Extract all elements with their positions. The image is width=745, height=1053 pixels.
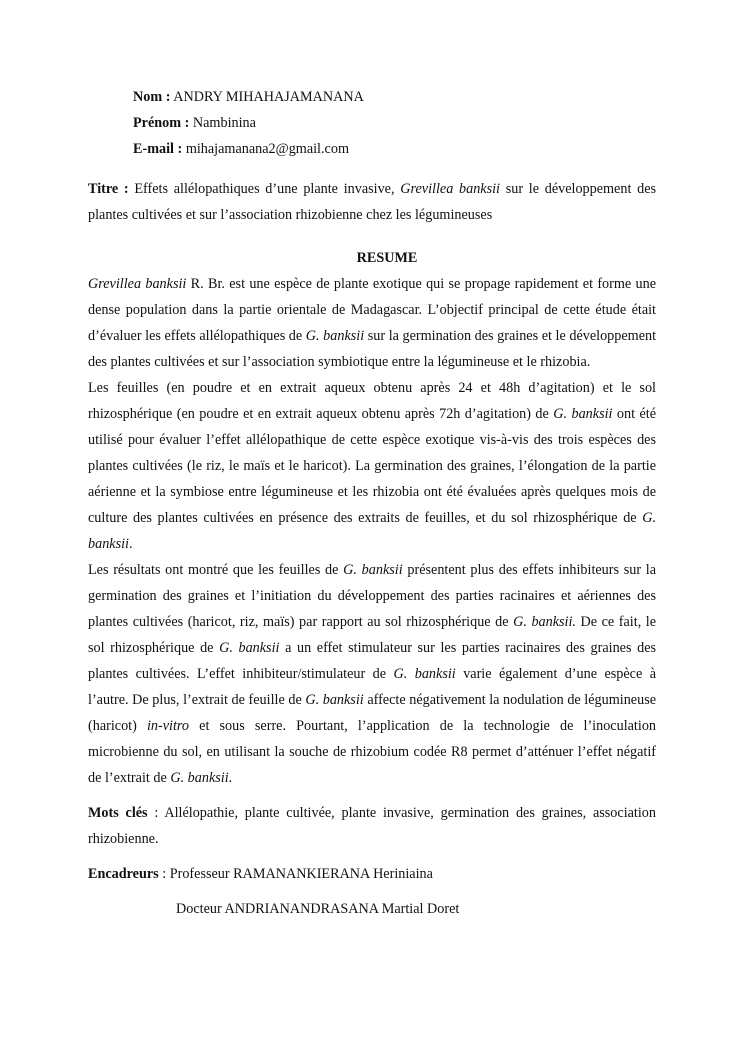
text-run: affecte négativement la nodulation de légumineuse (haricot) bbox=[88, 692, 657, 734]
document-page bbox=[88, 84, 656, 922]
text-run: a un effet stimulateur sur les parties racinaires des graines des plantes cultivées. L’effet inhibiteur/stimulateur de bbox=[88, 640, 657, 682]
species-name: G. banksii bbox=[343, 562, 403, 578]
title-text-1: Effets allélopathiques d’une plante invasive, bbox=[134, 181, 395, 197]
nom-line bbox=[133, 84, 656, 110]
text-run: . bbox=[228, 770, 233, 786]
nom-label: Nom : bbox=[133, 89, 171, 105]
supervisors-line-2: Docteur ANDRIANANDRASANA Martial Doret bbox=[176, 901, 460, 917]
species-name: G. banksii bbox=[553, 406, 613, 422]
email-label: E-mail : bbox=[133, 141, 183, 157]
in-vitro-term: in-vitro bbox=[146, 718, 190, 734]
title-species: Grevillea banksii bbox=[400, 181, 500, 197]
title-text-2: sur le développement des plantes cultivées et sur l’association rhizobienne chez les légumineuses bbox=[88, 181, 657, 223]
text-run: sur la germination des graines et le développement des plantes cultivées et sur l’association symbiotique entre la légumineuse et le rhizobia. bbox=[88, 328, 657, 370]
supervisors-label: Encadreurs bbox=[88, 866, 159, 882]
text-run: Les résultats ont montré que les feuilles de bbox=[88, 562, 339, 578]
keywords-label: Mots clés bbox=[88, 805, 148, 821]
text-run: présentent plus des effets inhibiteurs sur la germination des graines et l’initiation du développement des parties racinaires et aériennes des plantes cultivées (haricot, riz, maïs) par rapport au sol rhizosphérique de bbox=[88, 562, 657, 630]
supervisors-line-1 bbox=[88, 861, 656, 887]
text-run: varie également d’une espèce à l’autre. De plus, l’extrait de feuille de bbox=[88, 666, 657, 708]
text-run: et sous serre. Pourtant, l’application de la technologie de l’inoculation microbienne du sol, en utilisant la souche de rhizobium codée R8 permet d’atténuer l’effet négatif de l’extrait de bbox=[88, 718, 657, 786]
author-block bbox=[133, 84, 656, 162]
species-name: G. banksii bbox=[170, 770, 229, 786]
email-value: mihajamanana2@gmail.com bbox=[185, 141, 349, 157]
title-paragraph bbox=[88, 176, 656, 228]
species-name: G. banksii bbox=[305, 328, 365, 344]
text-run: R. Br. est une espèce de plante exotique qui se propage rapidement et forme une dense population dans la partie orientale de Madagascar. L’objectif principal de cette étude était d’évaluer les effets allélopathiques de bbox=[88, 276, 656, 344]
prenom-line bbox=[133, 110, 656, 136]
text-run: . bbox=[128, 536, 133, 552]
keywords-value: : Allélopathie, plante cultivée, plante invasive, germination des graines, association rhizobienne. bbox=[88, 805, 656, 847]
species-name: G. banksii bbox=[88, 510, 657, 552]
species-name: G. banksii. bbox=[513, 614, 576, 630]
supervisor-1: : Professeur RAMANANKIERANA Heriniaina bbox=[162, 866, 433, 882]
text-run: De ce fait, le sol rhizosphérique de bbox=[88, 614, 657, 656]
species-name: G. banksii bbox=[219, 640, 280, 656]
resume-paragraph-3 bbox=[88, 557, 656, 791]
title-label: Titre : bbox=[88, 181, 129, 197]
species-name: G. banksii bbox=[393, 666, 456, 682]
resume-paragraph-2 bbox=[88, 375, 656, 557]
nom-value: ANDRY MIHAHAJAMANANA bbox=[173, 89, 364, 105]
species-name: Grevillea banksii bbox=[88, 276, 187, 292]
resume-heading: RESUME bbox=[356, 250, 418, 266]
prenom-value: Nambinina bbox=[192, 115, 256, 131]
species-name: G. banksii bbox=[305, 692, 364, 708]
text-run: ont été utilisé pour évaluer l’effet allélopathique de cette espèce exotique vis-à-vis des trois espèces des plantes cultivées (le riz, le maïs et le haricot). La germination des graines, l’élongation de la partie aérienne et la symbiose entre légumineuse et les rhizobia ont été évaluées après quelques mois de culture des plantes cultivées en présence des extraits de feuilles, et du sol rhizosphérique de bbox=[88, 406, 657, 526]
keywords-paragraph bbox=[88, 800, 656, 852]
resume-paragraph-1 bbox=[88, 271, 656, 375]
email-line bbox=[133, 136, 656, 162]
prenom-label: Prénom : bbox=[133, 115, 190, 131]
text-run: Les feuilles (en poudre et en extrait aqueux obtenu après 24 et 48h d’agitation) et le sol rhizosphérique (en poudre et en extrait aqueux obtenu après 72h d’agitation) de bbox=[88, 380, 656, 422]
